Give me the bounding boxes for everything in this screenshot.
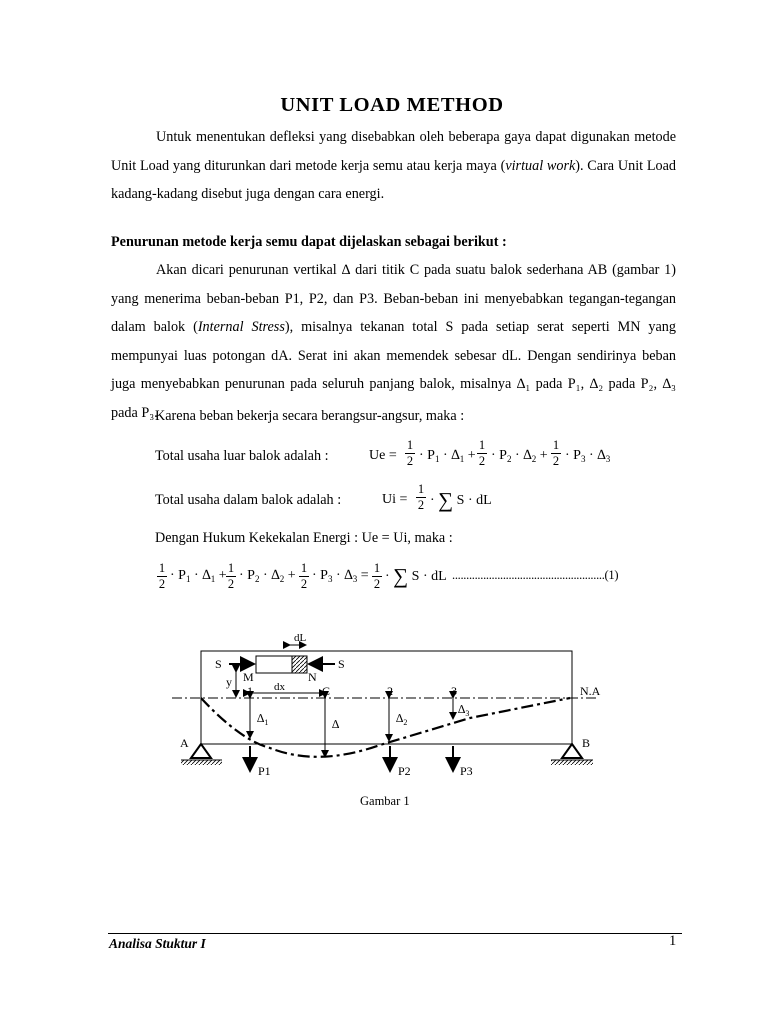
m-label: M: [243, 670, 254, 684]
delta2-label: $\Delta_2$: [396, 711, 408, 727]
support-b: [562, 744, 582, 758]
support-b-label: B: [582, 736, 591, 750]
delta1-label: $\Delta_1$: [257, 711, 269, 727]
load-p2-label: P2: [398, 764, 411, 778]
delta3-label: $\Delta_3$: [458, 702, 470, 718]
page-title: UNIT LOAD METHOD: [280, 94, 504, 116]
deflection-curve: [201, 698, 570, 757]
footer-title: Analisa Stuktur I: [109, 936, 206, 951]
derivation-paragraph: Akan dicari penurunan vertikal ∆ dari titik C pada suatu balok sederhana AB (gambar 1) yang menerima beban-beban P1, P2, dan P3. Beban-beban ini menyebabkan tegangan-tegangan dalam balok (Internal Stress), misalnya tekanan total S pada setiap serat seperti MN yang mempunyai luas potongan dA. Serat ini akan memendek sebesar dL. Dengan sendirinya beban juga menyebabkan penurunan pada seluruh panjang balok, misalnya ∆₁ pada P₁, ∆₂ pada P₂, ∆₃ pada P₃.: [111, 262, 676, 421]
s-left-label: S: [215, 657, 222, 671]
load-p1-label: P1: [258, 764, 271, 778]
internal-work-label: Total usaha dalam balok adalah :: [155, 492, 342, 508]
point-3-label: 3: [451, 684, 457, 698]
footer-divider: [108, 933, 682, 934]
dL-label: dL: [294, 632, 307, 644]
point-1-label: 1: [247, 684, 253, 698]
page-number: 1: [669, 933, 677, 949]
hukum-line: Dengan Hukum Kekekalan Energi : Ue = Ui, maka :: [155, 530, 453, 546]
delta-label: ∆: [332, 717, 340, 731]
na-label: N.A: [580, 684, 601, 698]
intro-paragraph: Untuk menentukan defleksi yang disebabkan oleh beberapa gaya dapat digunakan metode Unit Load yang diturunkan dari metode kerja semu atau kerja maya (virtual work). Cara Unit Load kadang-kadang disebut juga dengan cara energi.: [111, 129, 676, 202]
point-2-label: 2: [387, 684, 393, 698]
support-a: [191, 744, 211, 758]
section-heading: Penurunan metode kerja semu dapat dijelaskan sebagai berikut :: [111, 234, 507, 250]
support-a-label: A: [180, 736, 189, 750]
figure-caption: Gambar 1: [360, 794, 410, 808]
karena-line: Karena beban bekerja secara berangsur-angsur, maka :: [155, 408, 465, 424]
s-right-label: S: [338, 657, 345, 671]
y-label: y: [226, 675, 232, 689]
dx-label: dx: [274, 681, 285, 693]
load-p3-label: P3: [460, 764, 473, 778]
external-work-label: Total usaha luar balok adalah :: [155, 448, 329, 464]
n-label: N: [308, 670, 317, 684]
point-c-label: C: [322, 684, 331, 698]
